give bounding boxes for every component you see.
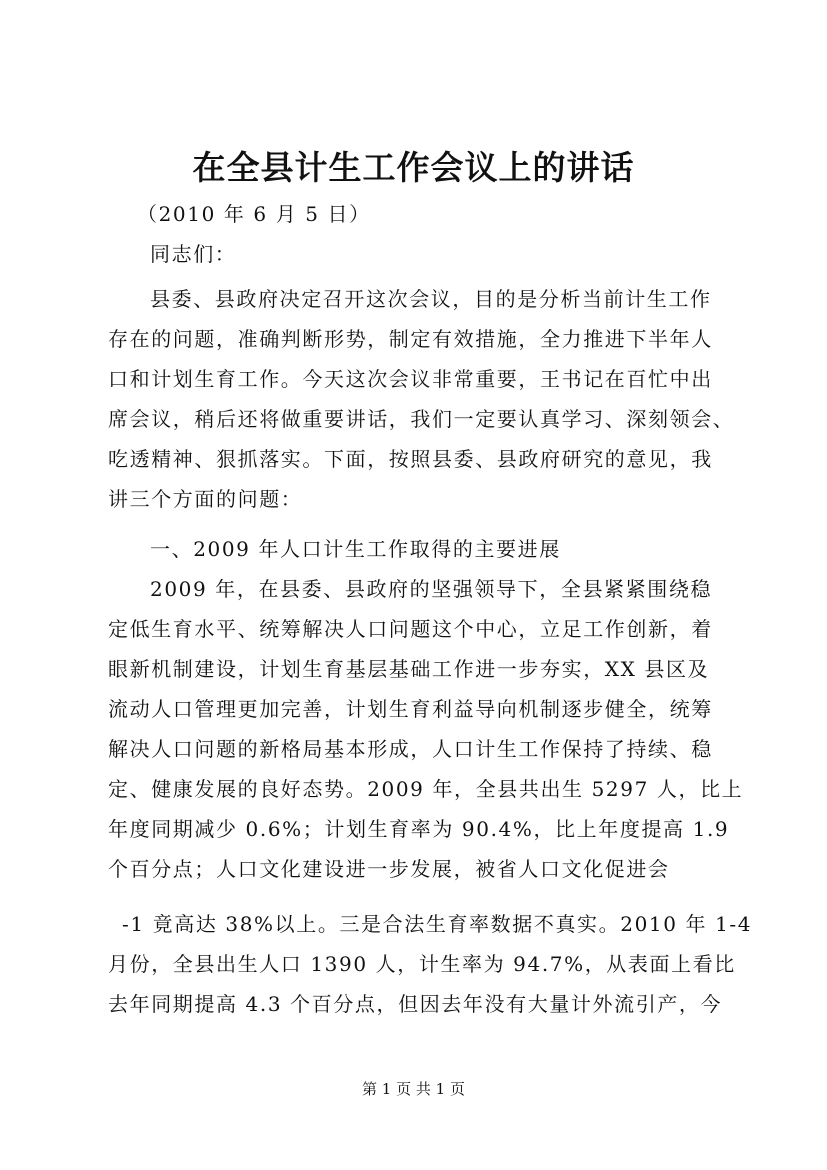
salutation: 同志们： (150, 242, 237, 266)
paragraph-line: 个百分点；人口文化建设进一步发展，被省人口文化促进会 (108, 857, 670, 881)
paragraph-line: -1 竟高达 38%以上。三是合法生育率数据不真实。2010 年 1-4 (122, 912, 753, 936)
paragraph-line: 流动人口管理更加完善，计划生育利益导向机制逐步健全，统筹 (108, 697, 713, 721)
paragraph-line: 县委、县政府决定召开这次会议，目的是分析当前计生工作 (150, 287, 712, 311)
paragraph-line: 解决人口问题的新格局基本形成，人口计生工作保持了持续、稳 (108, 737, 713, 761)
paragraph-line: 眼新机制建设，计划生育基层基础工作进一步夯实，XX 县区及 (108, 657, 710, 681)
paragraph-line: 席会议，稍后还将做重要讲话，我们一定要认真学习、深刻领会、 (108, 407, 735, 431)
paragraph-line: 年度同期减少 0.6%；计划生育率为 90.4%，比上年度提高 1.9 (108, 817, 730, 841)
paragraph-line: 去年同期提高 4.3 个百分点，但因去年没有大量计外流引产，今 (108, 992, 723, 1016)
paragraph-line: 定、健康发展的良好态势。2009 年，全县共出生 5297 人，比上 (108, 777, 744, 801)
paragraph-line: 2009 年，在县委、县政府的坚强领导下，全县紧紧围绕稳 (150, 577, 713, 601)
paragraph-line: 口和计划生育工作。今天这次会议非常重要，王书记在百忙中出 (108, 367, 713, 391)
speech-date: （2010 年 6 月 5 日） (137, 202, 371, 226)
document-title: 在全县计生工作会议上的讲话 (192, 148, 635, 187)
paragraph-line: 存在的问题，准确判断形势，制定有效措施，全力推进下半年人 (108, 327, 713, 351)
paragraph-line: 讲三个方面的问题： (108, 487, 303, 511)
paragraph-line: 定低生育水平、统筹解决人口问题这个中心，立足工作创新，着 (108, 617, 713, 641)
paragraph-line: 月份，全县出生人口 1390 人，计生率为 94.7%，从表面上看比 (108, 952, 736, 976)
section-heading: 一、2009 年人口计生工作取得的主要进展 (150, 537, 561, 561)
page-number: 第 1 页 共 1 页 (362, 1080, 465, 1098)
paragraph-line: 吃透精神、狠抓落实。下面，按照县委、县政府研究的意见，我 (108, 447, 713, 471)
